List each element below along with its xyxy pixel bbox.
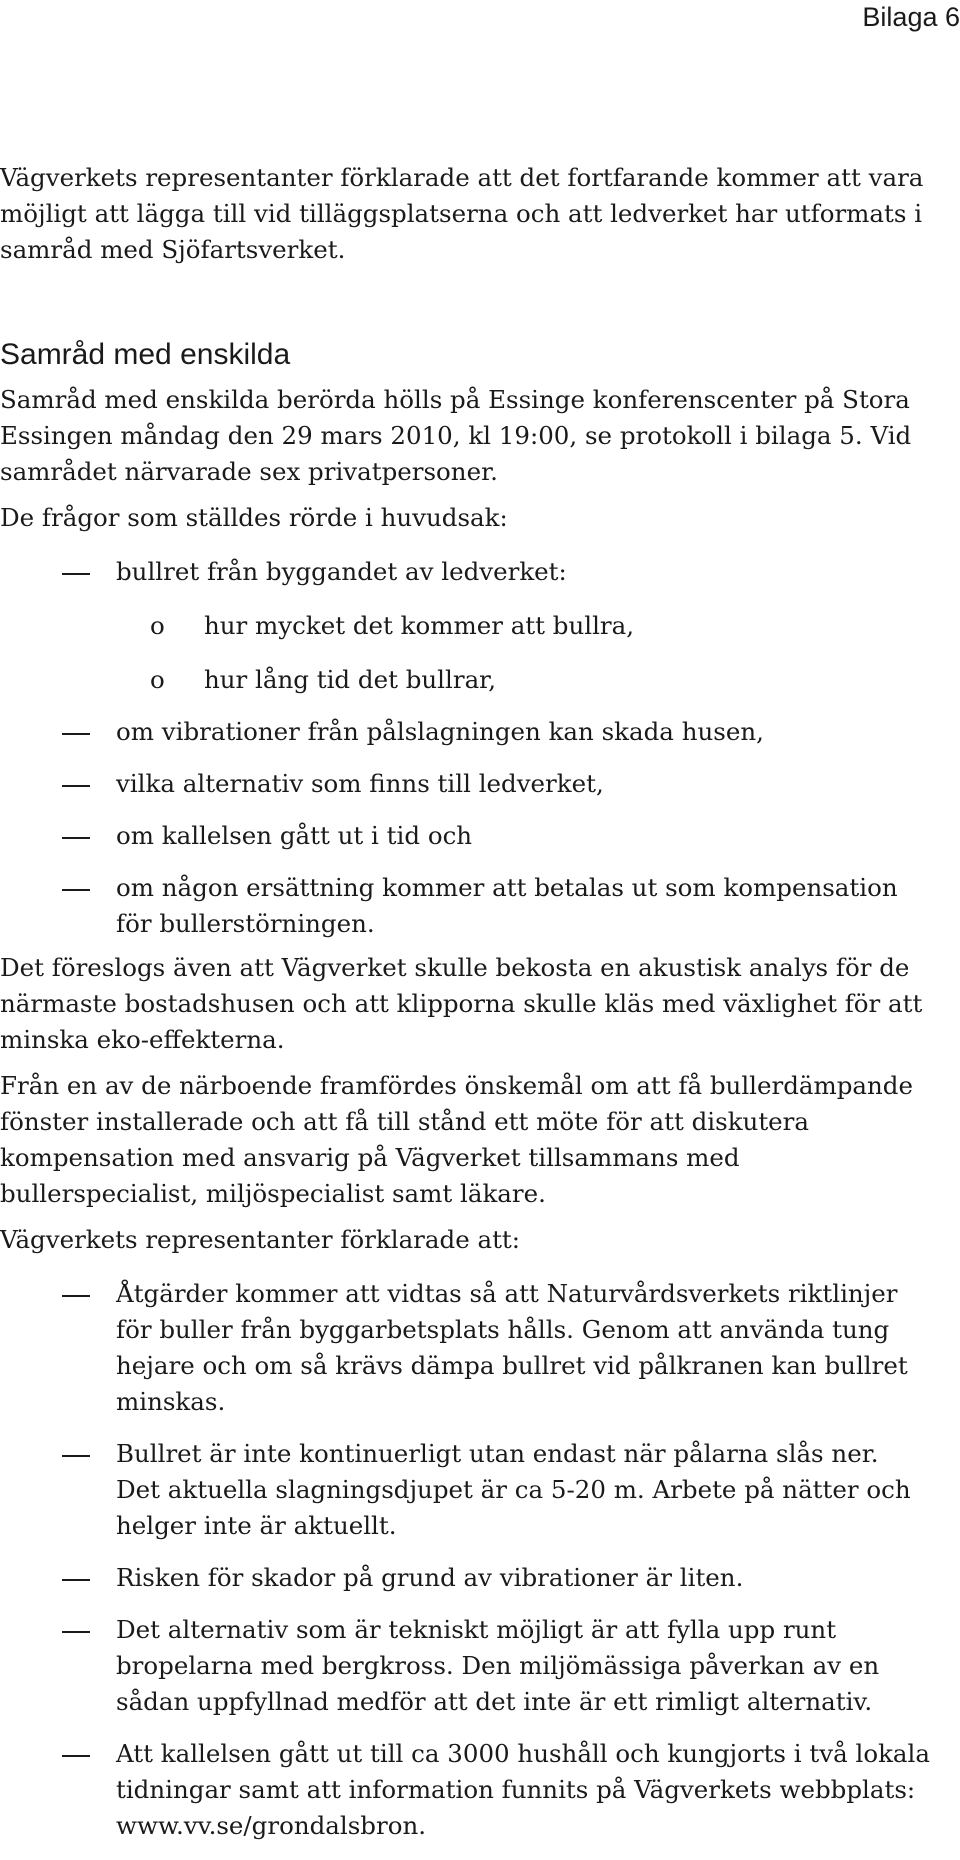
dash-bullet-icon (62, 733, 90, 735)
request-paragraph: Från en av de närboende framfördes önskemål om att få bullerdämpande fönster installerade och att få till stånd ett möte för att diskutera kompensation med ansvarig på Vägverket tillsammans med bullerspecialist, miljöspecialist samt läkare. (0, 1071, 913, 1208)
section-heading: Samråd med enskilda (0, 338, 291, 371)
sub-list-item (94, 608, 930, 644)
appendix-label: Bilaga 6 (862, 2, 960, 32)
circle-bullet-icon: o (150, 611, 165, 640)
intro-paragraph: Vägverkets representanter förklarade att det fortfarande kommer att vara möjligt att lägga till vid tilläggsplatserna och att ledverket har utformats i samråd med Sjöfartsverket. (0, 163, 924, 264)
sub-list-item-text: hur lång tid det bullrar, (204, 665, 496, 694)
document-body (0, 160, 930, 1860)
list-item-text: bullret från byggandet av ledverket: (116, 557, 567, 586)
dash-bullet-icon (62, 785, 90, 787)
dash-bullet-icon (62, 1631, 90, 1633)
list-item (0, 1612, 930, 1720)
dash-bullet-icon (62, 1295, 90, 1297)
list-item (0, 1276, 930, 1420)
answers-list (0, 1276, 930, 1844)
sub-list (94, 608, 930, 698)
list-item (0, 870, 930, 942)
proposal-paragraph: Det föreslogs även att Vägverket skulle bekosta en akustisk analys för de närmaste bostadshusen och att klipporna skulle kläs med växlighet för att minska eko-effekterna. (0, 953, 923, 1054)
dash-bullet-icon (62, 1755, 90, 1757)
list-item (0, 1560, 930, 1596)
list-item (0, 714, 930, 750)
questions-list (0, 554, 930, 942)
sub-list-item-text: hur mycket det kommer att bullra, (204, 611, 635, 640)
list-item (0, 766, 930, 802)
list-item-text: om kallelsen gått ut i tid och (116, 821, 473, 850)
list-item-text: vilka alternativ som finns till ledverket, (116, 769, 604, 798)
list-item-text: om vibrationer från pålslagningen kan skada husen, (116, 717, 764, 746)
answers-intro: Vägverkets representanter förklarade att: (0, 1225, 521, 1254)
list-item-text: Bullret är inte kontinuerligt utan endast när pålarna slås ner. Det aktuella slagningsdjupet är ca 5-20 m. Arbete på nätter och helger inte är aktuellt. (116, 1439, 911, 1540)
list-item-text: Risken för skador på grund av vibrationer är liten. (116, 1563, 744, 1592)
sub-list-item (94, 662, 930, 698)
list-item-text: Åtgärder kommer att vidtas så att Naturvårdsverkets riktlinjer för buller från byggarbetsplats hålls. Genom att använda tung hejare och om så krävs dämpa bullret vid pålkranen kan bullret minskas. (116, 1279, 908, 1416)
dash-bullet-icon (62, 889, 90, 891)
questions-intro: De frågor som ställdes rörde i huvudsak: (0, 503, 508, 532)
list-item (0, 1436, 930, 1544)
dash-bullet-icon (62, 1455, 90, 1457)
list-item-text: Att kallelsen gått ut till ca 3000 hushåll och kungjorts i två lokala tidningar samt att information funnits på Vägverkets webbplats: www.vv.se/grondalsbron. (116, 1739, 930, 1840)
circle-bullet-icon: o (150, 665, 165, 694)
list-item (0, 554, 930, 698)
consultation-paragraph: Samråd med enskilda berörda hölls på Essinge konferenscenter på Stora Essingen måndag den 29 mars 2010, kl 19:00, se protokoll i bilaga 5. Vid samrådet närvarade sex privatpersoner. (0, 385, 912, 486)
dash-bullet-icon (62, 837, 90, 839)
list-item (0, 818, 930, 854)
dash-bullet-icon (62, 573, 90, 575)
list-item (0, 1736, 930, 1844)
dash-bullet-icon (62, 1579, 90, 1581)
list-item-text: om någon ersättning kommer att betalas ut som kompensation för bullerstörningen. (116, 873, 898, 938)
list-item-text: Det alternativ som är tekniskt möjligt är att fylla upp runt bropelarna med bergkross. Den miljömässiga påverkan av en sådan uppfyllnad medför att det inte är ett rimligt alternativ. (116, 1615, 880, 1716)
